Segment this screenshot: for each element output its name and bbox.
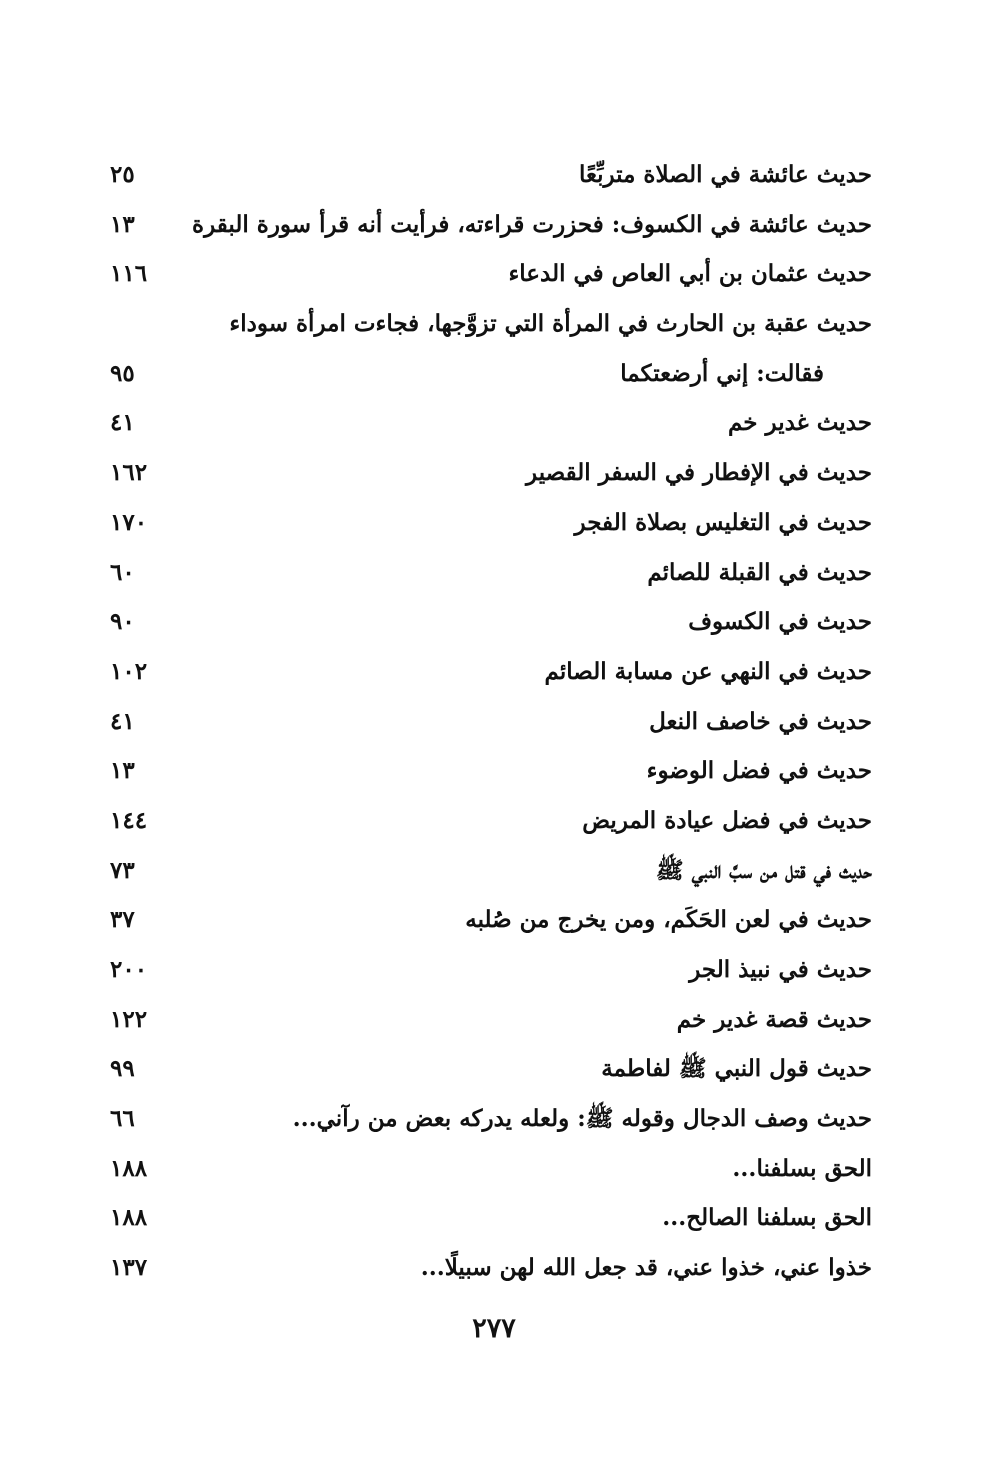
entry-title: حديث في الإفطار في السفر القصير — [526, 459, 872, 487]
index-entry — [110, 895, 872, 945]
entry-title: حديث في الكسوف — [688, 608, 872, 636]
index-entry — [110, 448, 872, 498]
entry-title: حديث في فضل عيادة المريض — [582, 806, 872, 834]
index-entry — [110, 1144, 872, 1194]
entry-page-ref: ١٨٨ — [110, 1204, 148, 1232]
index-entry — [110, 498, 872, 548]
entry-title: الحق بسلفنا... — [732, 1154, 872, 1182]
entry-page-ref: ٧٣ — [110, 856, 135, 884]
index-entry — [110, 1094, 872, 1144]
entry-page-ref: ٩٥ — [110, 359, 135, 387]
index-entry — [110, 746, 872, 796]
index-entry-continuation — [110, 349, 872, 399]
index-entry — [110, 846, 872, 896]
index-entry — [110, 1193, 872, 1243]
entry-page-ref: ٣٧ — [110, 906, 135, 934]
entry-title: حديث عائشة في الكسوف: فحزرت قراءته، فرأيت أنه قرأ سورة البقرة — [192, 210, 872, 238]
entry-title: حديث في قتل من سبَّ النبي ﷺ — [655, 856, 872, 884]
index-entry — [110, 548, 872, 598]
entry-title: الحق بسلفنا الصالح... — [662, 1204, 872, 1232]
entry-page-ref: ١٨٨ — [110, 1154, 148, 1182]
entry-page-ref: ١٦٢ — [110, 459, 148, 487]
index-list — [110, 150, 872, 1293]
entry-title: حديث عثمان بن أبي العاص في الدعاء — [508, 260, 872, 288]
entry-title: حديث قول النبي ﷺ لفاطمة — [601, 1055, 872, 1083]
entry-title: حديث في خاصف النعل — [649, 707, 872, 735]
index-entry — [110, 299, 872, 349]
entry-title: حديث غدير خم — [727, 409, 872, 437]
entry-page-ref: ١٧٠ — [110, 508, 148, 536]
index-entry — [110, 150, 872, 200]
entry-page-ref: ٢٥ — [110, 161, 135, 188]
entry-page-ref: ١٠٢ — [110, 657, 148, 685]
entry-page-ref: ٤١ — [110, 707, 135, 735]
index-entry — [110, 647, 872, 697]
entry-title: فقالت: إني أرضعتكما — [620, 359, 824, 387]
entry-title: حديث قصة غدير خم — [676, 1005, 872, 1033]
index-entry — [110, 597, 872, 647]
entry-page-ref: ٩٠ — [110, 608, 135, 636]
entry-title: حديث في القبلة للصائم — [647, 558, 872, 586]
entry-title: حديث في التغليس بصلاة الفجر — [574, 508, 872, 536]
entry-page-ref: ٦٦ — [110, 1105, 135, 1133]
entry-page-ref: ٢٠٠ — [110, 956, 148, 983]
entry-page-ref: ١٤٤ — [110, 806, 148, 834]
entry-title: حديث عائشة في الصلاة متربِّعًا — [578, 161, 872, 188]
entry-title: خذوا عني، خذوا عني، قد جعل الله لهن سبيلًا... — [420, 1254, 872, 1282]
entry-page-ref: ١٣ — [110, 757, 135, 785]
entry-title: حديث في النهي عن مسابة الصائم — [544, 657, 872, 685]
index-entry — [110, 697, 872, 747]
entry-page-ref: ١٣٧ — [110, 1254, 148, 1282]
index-entry — [110, 945, 872, 995]
index-entry — [110, 398, 872, 448]
entry-page-ref: ١٣ — [110, 210, 135, 238]
entry-title: حديث في فضل الوضوء — [646, 757, 872, 785]
entry-title: حديث في نبيذ الجر — [689, 956, 872, 983]
index-entry — [110, 1044, 872, 1094]
index-entry — [110, 200, 872, 250]
entry-title: حديث في لعن الحَكَم، ومن يخرج من صُلبه — [465, 906, 872, 934]
entry-page-ref: ٩٩ — [110, 1055, 135, 1083]
index-entry — [110, 796, 872, 846]
index-entry — [110, 1243, 872, 1293]
entry-title: حديث وصف الدجال وقوله ﷺ: ولعله يدركه بعض من رآني... — [292, 1105, 872, 1133]
entry-page-ref: ١١٦ — [110, 260, 148, 288]
index-entry — [110, 995, 872, 1045]
entry-page-ref: ٤١ — [110, 409, 135, 437]
entry-page-ref: ٦٠ — [110, 558, 135, 586]
entry-title: حديث عقبة بن الحارث في المرأة التي تزوَّجها، فجاءت امرأة سوداء — [229, 310, 872, 338]
entry-page-ref: ١٢٢ — [110, 1005, 148, 1033]
index-entry — [110, 249, 872, 299]
page-number: ٢٧٧ — [472, 1313, 516, 1344]
